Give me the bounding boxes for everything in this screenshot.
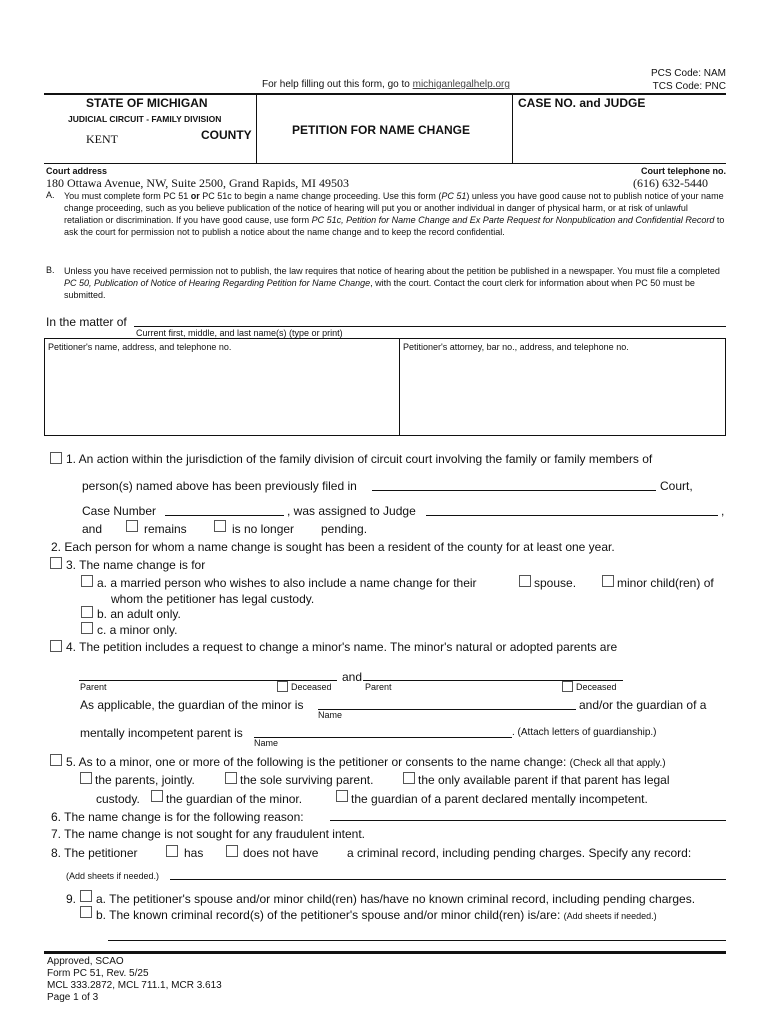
item6-reason-field[interactable] xyxy=(330,820,726,821)
item8-has-checkbox[interactable] xyxy=(166,845,178,857)
item1-court-label: Court, xyxy=(660,479,693,493)
item3c-text: c. a minor only. xyxy=(97,623,178,637)
item4-attach: . (Attach letters of guardianship.) xyxy=(512,727,657,738)
item4-and: and xyxy=(342,670,363,684)
item5-available: the only available parent if that parent has legal xyxy=(418,773,670,787)
item4-parent1-label: Parent xyxy=(80,682,107,692)
attorney-box-label: Petitioner's attorney, bar no., address, and telephone no. xyxy=(403,342,629,352)
item4-name2-label: Name xyxy=(254,738,279,748)
footer-mcl: MCL 333.2872, MCL 711.1, MCR 3.613 xyxy=(47,980,222,991)
item3b-text: b. an adult only. xyxy=(97,607,181,621)
item9b-record-field[interactable] xyxy=(108,940,726,941)
item8-text: 8. The petitioner xyxy=(51,846,138,860)
matter-sublabel: Current first, middle, and last name(s) (type or print) xyxy=(136,328,343,338)
item5-surviving-checkbox[interactable] xyxy=(225,772,237,784)
item5-text: 5. As to a minor, one or more of the following is the petitioner or consents to the name change: (Check all that apply.) xyxy=(66,755,666,769)
item1-and: and xyxy=(82,522,103,536)
item1-comma: , xyxy=(721,504,725,518)
item5-guardian-parent-checkbox[interactable] xyxy=(336,790,348,802)
item4-deceased1-checkbox[interactable] xyxy=(277,681,288,692)
item3a-minor-checkbox[interactable] xyxy=(602,575,614,587)
state-title: STATE OF MICHIGAN xyxy=(86,96,208,110)
help-link[interactable]: michiganlegalhelp.org xyxy=(412,79,510,90)
item1-text: 1. An action within the jurisdiction of the family division of circuit court involving the family or family members of xyxy=(66,452,653,466)
item1-pending: pending. xyxy=(321,522,368,536)
court-address-value: 180 Ottawa Avenue, NW, Suite 2500, Grand Rapids, MI 49503 xyxy=(46,176,349,190)
footer-approved: Approved, SCAO xyxy=(47,956,124,967)
item3a-minor: minor child(ren) of xyxy=(617,576,714,590)
court-phone-value: (616) 632-5440 xyxy=(633,176,708,190)
item4-text: 4. The petition includes a request to change a minor's name. The minor's natural or adopted parents are xyxy=(66,640,618,654)
item1-assigned-label: , was assigned to Judge xyxy=(287,504,416,518)
petitioner-box[interactable] xyxy=(44,338,400,436)
item4-guardian-field[interactable] xyxy=(318,709,576,710)
item4-deceased2-checkbox[interactable] xyxy=(562,681,573,692)
instruction-a: You must complete form PC 51 or PC 51c to begin a name change proceeding. Use this form (PC 51) unless you have good cause not to publish notice of your name change proceeding, such as you believe publication of the notice of hearing will put you or another individual in danger of physical harm, or at risk of unlawful retaliation or discrimination. If you have good cause, use form PC 51c, Petition for Name Change and Ex Parte Request for Nonpublication and Confidential Record to ask the court for permission not to publish a notice about the name change and to keep the record confidential. xyxy=(64,191,725,237)
item1-remains: remains xyxy=(144,522,187,536)
item4-mental-label: mentally incompetent parent is xyxy=(80,726,243,740)
item9a-text: a. The petitioner's spouse and/or minor child(ren) has/have no known criminal record, including pending charges. xyxy=(96,892,696,906)
attorney-box[interactable] xyxy=(399,338,726,436)
item1-case-label: Case Number xyxy=(82,504,157,518)
petitioner-box-label: Petitioner's name, address, and telephone no. xyxy=(48,342,232,352)
item3c-checkbox[interactable] xyxy=(81,622,93,634)
item4-checkbox[interactable] xyxy=(50,640,62,652)
item4-deceased1: Deceased xyxy=(291,682,332,692)
item9b-checkbox[interactable] xyxy=(80,906,92,918)
item8-has: has xyxy=(184,846,204,860)
footer-form: Form PC 51, Rev. 5/25 xyxy=(47,968,149,979)
item4-name1-label: Name xyxy=(318,710,343,720)
form-title: PETITION FOR NAME CHANGE xyxy=(292,123,471,137)
item8-doesnot: does not have xyxy=(243,846,319,860)
footer-page: Page 1 of 3 xyxy=(47,992,99,1003)
matter-label: In the matter of xyxy=(46,315,127,329)
item6-text: 6. The name change is for the following reason: xyxy=(51,810,304,824)
instruction-b: Unless you have received permission not to publish, the law requires that notice of hearing about the petition be published in a newspaper. You must file a completed PC 50, Publication of Notice of Hearing Regarding Petition for Name Change, with the court. Contact the court clerk for information about when PC 50 must be submitted. xyxy=(64,266,720,300)
item1-nolonger-checkbox[interactable] xyxy=(214,520,226,532)
item5-custody: custody. xyxy=(96,792,140,806)
header-divider-1 xyxy=(256,95,257,163)
case-label: CASE NO. and JUDGE xyxy=(518,96,646,110)
court-address-label: Court address xyxy=(46,166,108,176)
county-value[interactable]: KENT xyxy=(86,132,118,146)
header-bottom-rule xyxy=(44,163,726,164)
item3a-checkbox[interactable] xyxy=(81,575,93,587)
item8-record-field[interactable] xyxy=(170,879,726,880)
help-text: For help filling out this form, go to michiganlegalhelp.org xyxy=(262,79,510,90)
item1-filed-text: person(s) named above has been previously filed in xyxy=(82,479,357,493)
item7-text: 7. The name change is not sought for any fraudulent intent. xyxy=(51,827,365,841)
item1-judge-field[interactable] xyxy=(426,515,718,516)
item3-text: 3. The name change is for xyxy=(66,558,206,572)
division-label: JUDICIAL CIRCUIT - FAMILY DIVISION xyxy=(68,114,222,124)
item3a-spouse: spouse. xyxy=(534,576,577,590)
item8-doesnot-checkbox[interactable] xyxy=(226,845,238,857)
item5-checkbox[interactable] xyxy=(50,754,62,766)
county-label: COUNTY xyxy=(201,128,252,142)
item4-mental-field[interactable] xyxy=(254,737,512,738)
item4-parent2-label: Parent xyxy=(365,682,392,692)
item5-jointly-checkbox[interactable] xyxy=(80,772,92,784)
item3a-custody: whom the petitioner has legal custody. xyxy=(111,592,315,606)
item3-checkbox[interactable] xyxy=(50,557,62,569)
item9b-text: b. The known criminal record(s) of the petitioner's spouse and/or minor child(ren) is/are: (Add sheets if needed.) xyxy=(96,908,657,922)
header-divider-2 xyxy=(512,95,513,163)
item3b-checkbox[interactable] xyxy=(81,606,93,618)
item4-deceased2: Deceased xyxy=(576,682,617,692)
matter-name-field[interactable] xyxy=(134,326,726,327)
item1-checkbox[interactable] xyxy=(50,452,62,464)
item5-jointly: the parents, jointly. xyxy=(95,773,195,787)
instruction-b-letter: B. xyxy=(46,265,55,275)
footer-rule xyxy=(44,951,726,954)
item4-parent2-field[interactable] xyxy=(363,680,623,681)
item2-text: 2. Each person for whom a name change is sought has been a resident of the county for at least one year. xyxy=(51,540,615,554)
court-phone-label: Court telephone no. xyxy=(641,166,726,176)
item1-case-field[interactable] xyxy=(165,515,284,516)
item4-guardian2-label: and/or the guardian of a xyxy=(579,698,707,712)
header-rule xyxy=(44,93,726,95)
instruction-a-letter: A. xyxy=(46,190,55,200)
item8-rest: a criminal record, including pending charges. Specify any record: xyxy=(347,846,692,860)
item3a-text: a. a married person who wishes to also include a name change for their xyxy=(97,576,477,590)
item5-available-checkbox[interactable] xyxy=(403,772,415,784)
item5-guardian: the guardian of the minor. xyxy=(166,792,303,806)
tcs-code: TCS Code: PNC xyxy=(652,81,726,92)
item5-guardian-checkbox[interactable] xyxy=(151,790,163,802)
item5-guardian-parent: the guardian of a parent declared mentally incompetent. xyxy=(351,792,648,806)
item8-sheets: (Add sheets if needed.) xyxy=(66,871,160,881)
item9a-checkbox[interactable] xyxy=(80,890,92,902)
item1-nolonger: is no longer xyxy=(232,522,295,536)
item4-guardian-label: As applicable, the guardian of the minor is xyxy=(80,698,304,712)
item1-remains-checkbox[interactable] xyxy=(126,520,138,532)
item3a-spouse-checkbox[interactable] xyxy=(519,575,531,587)
item9-number: 9. xyxy=(66,892,77,906)
pcs-code: PCS Code: NAM xyxy=(650,68,726,79)
item4-parent1-field[interactable] xyxy=(79,680,337,681)
item5-surviving: the sole surviving parent. xyxy=(240,773,374,787)
item1-court-field[interactable] xyxy=(372,490,656,491)
